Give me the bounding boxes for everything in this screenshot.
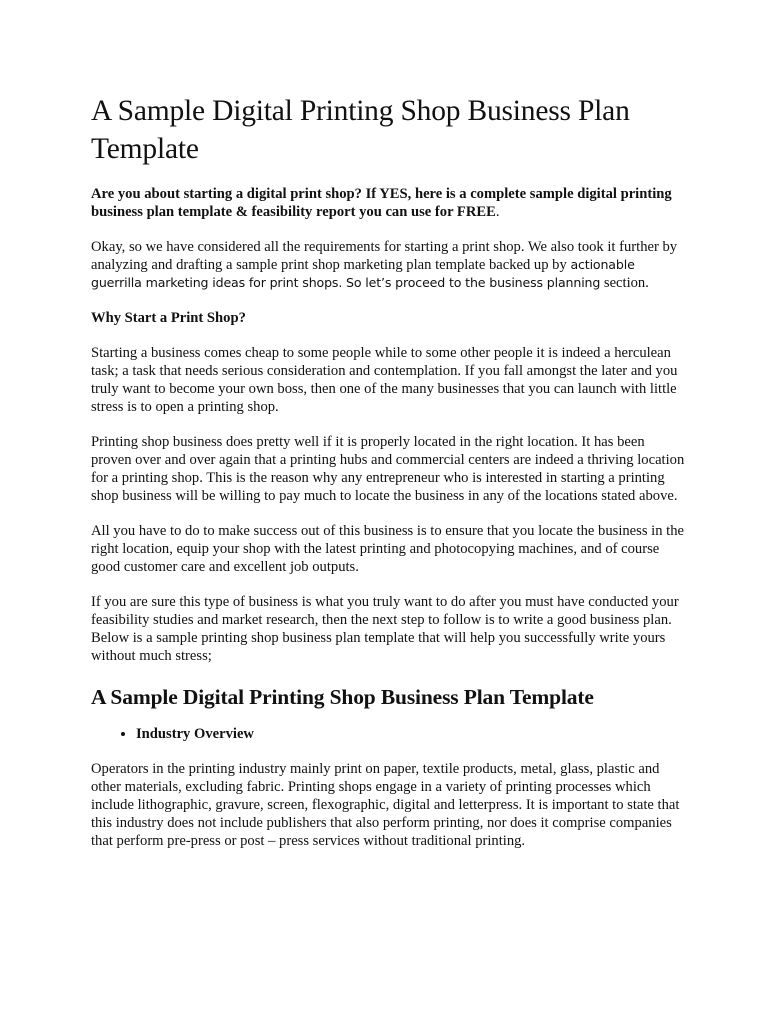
paragraph-business-plan: If you are sure this type of business is what you truly want to do after you must have conducted your feasibility studies and market research, then the next step to follow is to write a good business plan. Below is a sample printing shop business plan template that will help you successfully write yours without much stress; (91, 594, 679, 664)
paragraph-industry-overview: Operators in the printing industry mainly print on paper, textile products, metal, glass, plastic and other materials, excluding fabric. Printing shops engage in a variety of printing processes which include lithographic, gravure, screen, flexographic, digital and letterpress. It is important to state that this industry does not include publishers that also perform printing, nor does it comprise companies that perform pre-press or post – press services without traditional printing. (91, 761, 680, 849)
paragraph-starting-business: Starting a business comes cheap to some people while to some other people it is indeed a herculean task; a task that needs serious consideration and contemplation. If you fall amongst the later and you truly want to become your own boss, then one of the many businesses that you can launch with little stress is to open a printing shop. (91, 345, 678, 415)
paragraph-requirements-start: Okay, so we have considered all the requirements for starting a print shop. We also took it further by analyzing and drafting a sample print shop marketing plan template backed up by (91, 239, 678, 273)
why-start-heading: Why Start a Print Shop? (91, 310, 246, 326)
section-heading: A Sample Digital Printing Shop Business Plan Template (91, 685, 594, 709)
document-title: A Sample Digital Printing Shop Business Plan Template (91, 95, 630, 165)
paragraph-requirements-end: section. (603, 275, 649, 291)
paragraph-requirements-sans-run: actionable guerrilla marketing ideas for print shops. So let’s proceed to the business planning (91, 257, 635, 290)
bullet-industry-overview: • Industry Overview (136, 725, 687, 743)
paragraph-success: All you have to do to make success out of this business is to ensure that you locate the business in the right location, equip your shop with the latest printing and photocopying machines, and of course good customer care and excellent job outputs. (91, 523, 684, 575)
paragraph-location: Printing shop business does pretty well if it is properly located in the right location. It has been proven over and over again that a printing hubs and commercial centers are indeed a thriving location for a printing shop. This is the reason why any entrepreneur who is interested in starting a printing shop business will be willing to pay much to locate the business in any of the locations stated above. (91, 434, 685, 504)
bullet-list (91, 725, 687, 743)
intro-bold-text: Are you about starting a digital print shop? If YES, here is a complete sample digital printing business plan template & feasibility report you can use for FREE (91, 186, 672, 220)
intro-tail: . (495, 204, 500, 220)
paragraph-requirements (91, 238, 687, 292)
document-page (91, 92, 687, 850)
intro-paragraph (91, 185, 687, 221)
